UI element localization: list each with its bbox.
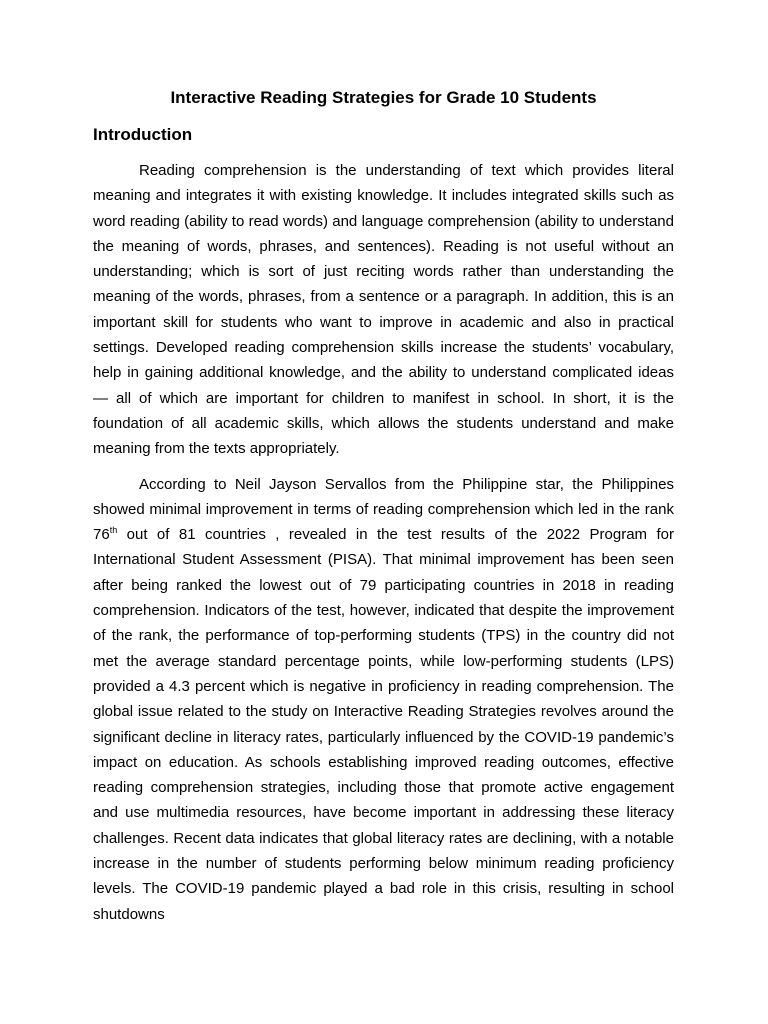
paragraph-reading-comprehension: Reading comprehension is the understanding of text which provides literal meaning and integrates it with existing knowledge. It includes integrated skills such as word reading (ability to read words) and language comprehension (ability to understand the meaning of words, phrases, and sentences). Reading is not useful without an understanding; which is sort of just reciting words rather than understanding the meaning of the words, phrases, from a sentence or a paragraph. In addition, this is an important skill for students who want to improve in academic and also in practical settings. Developed reading comprehension skills increase the students’ vocabulary, help in gaining additional knowledge, and the ability to understand complicated ideas — all of which are important for children to manifest in school. In short, it is the foundation of all academic skills, which allows the students understand and make meaning from the texts appropriately. (93, 162, 674, 458)
paragraph-pisa-results (93, 472, 674, 927)
section-heading-introduction: Introduction (93, 125, 193, 144)
document-title: Interactive Reading Strategies for Grade 10 Students (170, 88, 597, 107)
paragraph-text-rest: out of 81 countries , revealed in the test results of the 2022 Program for International Student Assessment (PISA). That minimal improvement has been seen after being ranked the lowest out of 79 participating countries in 2018 in reading comprehension. Indicators of the test, however, indicated that despite the improvement of the rank, the performance of top-performing students (TPS) in the country did not met the average standard percentage points, while low-performing students (LPS) provided a 4.3 percent which is negative in proficiency in reading comprehension. The global issue related to the study on Interactive Reading Strategies revolves around the significant decline in literacy rates, particularly influenced by the COVID-19 pandemic’s impact on education. As schools establishing improved reading outcomes, effective reading comprehension strategies, including those that promote active engagement and use multimedia resources, have become important in addressing these literacy challenges. Recent data indicates that global literacy rates are declining, with a notable increase in the number of students performing below minimum reading proficiency levels. The COVID-19 pandemic played a bad role in this crisis, resulting in school shutdowns (93, 526, 674, 923)
ordinal-superscript: th (109, 525, 118, 536)
paragraph-text-start: According to Neil Jayson Servallos from the Philippine star, the Philippines showed minimal improvement in terms of reading comprehension which led in the rank 76 (93, 475, 674, 544)
